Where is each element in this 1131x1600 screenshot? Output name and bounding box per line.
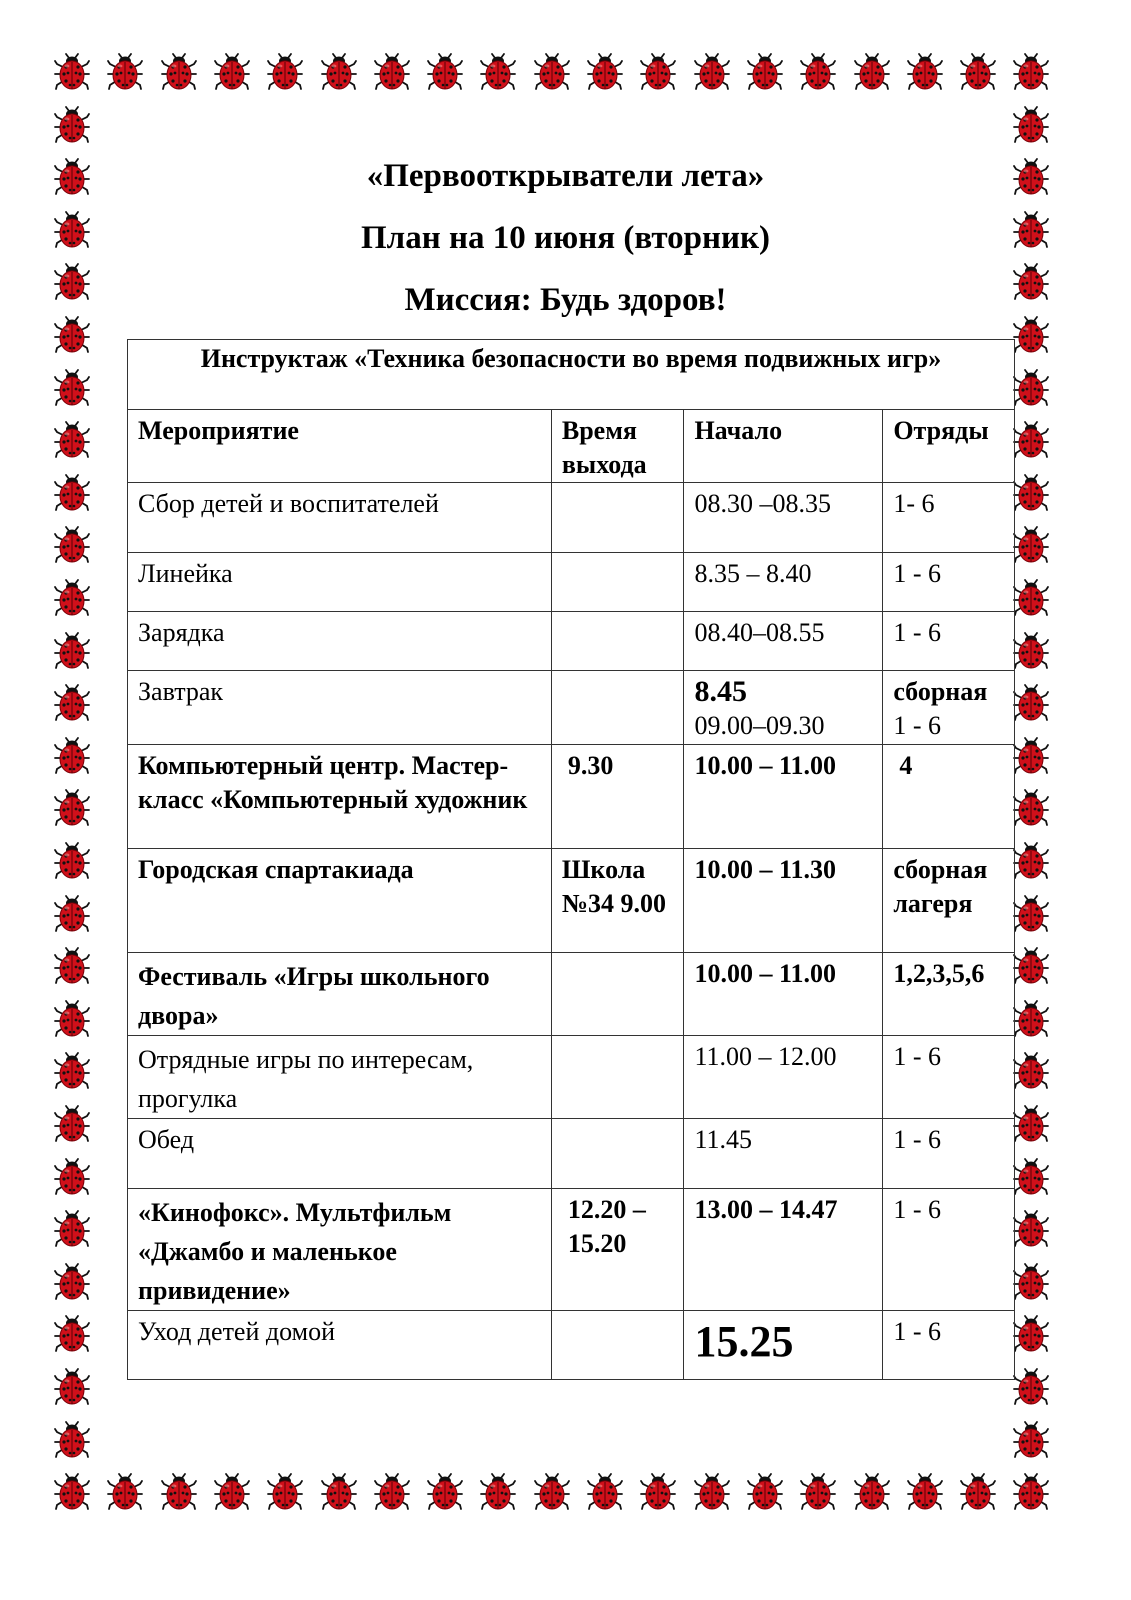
ladybug-icon: [52, 1104, 92, 1144]
schedule-table: [127, 339, 1015, 1380]
event-cell: Уход детей домой: [128, 1311, 552, 1380]
table-row: [128, 745, 1015, 849]
ladybug-icon: [1011, 1262, 1051, 1302]
ladybug-icon: [52, 473, 92, 513]
event-cell: Отрядные игры по интересам, прогулка: [128, 1036, 552, 1119]
ladybug-icon: [638, 1472, 678, 1512]
start-cell: 10.00 – 11.00: [684, 745, 883, 849]
event-cell: Сбор детей и воспитателей: [128, 483, 552, 553]
ladybug-icon: [1011, 1209, 1051, 1249]
ladybug-icon: [1011, 1157, 1051, 1197]
ladybug-icon: [1011, 473, 1051, 513]
ladybug-icon: [265, 1472, 305, 1512]
ladybug-icon: [692, 1472, 732, 1512]
ladybug-icon: [1011, 631, 1051, 671]
start-cell: 10.00 – 11.30: [684, 849, 883, 953]
ladybug-icon: [1011, 368, 1051, 408]
ladybug-icon: [52, 788, 92, 828]
ladybug-icon: [1011, 1051, 1051, 1091]
ladybug-icon: [745, 1472, 785, 1512]
ladybug-icon: [52, 368, 92, 408]
ladybug-icon: [1011, 788, 1051, 828]
ladybug-icon: [958, 52, 998, 92]
ladybug-icon: [212, 1472, 252, 1512]
ladybug-icon: [745, 52, 785, 92]
ladybug-icon: [105, 1472, 145, 1512]
exit-cell: Школа №34 9.00: [551, 849, 684, 953]
ladybug-icon: [212, 52, 252, 92]
ladybug-icon: [52, 105, 92, 145]
ladybug-icon: [319, 52, 359, 92]
table-row: [128, 612, 1015, 671]
ladybug-icon: [52, 1262, 92, 1302]
ladybug-icon: [1011, 105, 1051, 145]
table-caption: Инструктаж «Техника безопасности во время подвижных игр»: [128, 340, 1015, 410]
table-row: [128, 1311, 1015, 1380]
ladybug-icon: [852, 1472, 892, 1512]
ladybug-icon: [52, 1314, 92, 1354]
ladybug-icon: [1011, 578, 1051, 618]
ladybug-icon: [52, 52, 92, 92]
ladybug-icon: [1011, 1314, 1051, 1354]
exit-cell: [551, 553, 684, 612]
exit-cell: [551, 483, 684, 553]
ladybug-icon: [265, 52, 305, 92]
ladybug-icon: [1011, 894, 1051, 934]
ladybug-icon: [52, 315, 92, 355]
event-cell: Обед: [128, 1119, 552, 1189]
exit-cell: [551, 953, 684, 1036]
units-cell: 1 - 6: [883, 553, 1015, 612]
column-header-units: Отряды: [883, 410, 1015, 483]
ladybug-icon: [532, 52, 572, 92]
start-cell: 13.00 – 14.47: [684, 1189, 883, 1311]
table-row: [128, 953, 1015, 1036]
ladybug-icon: [425, 52, 465, 92]
start-cell: [684, 1311, 883, 1380]
ladybug-icon: [1011, 525, 1051, 565]
ladybug-icon: [52, 1367, 92, 1407]
ladybug-icon: [1011, 52, 1051, 92]
ladybug-icon: [1011, 1472, 1051, 1512]
ladybug-icon: [52, 946, 92, 986]
units-cell: 1 - 6: [883, 1189, 1015, 1311]
event-cell: «Кинофокс». Мультфильм «Джамбо и маленькое привидение»: [128, 1189, 552, 1311]
event-cell: Фестиваль «Игры школьного двора»: [128, 953, 552, 1036]
ladybug-icon: [638, 52, 678, 92]
exit-cell: [551, 1311, 684, 1380]
ladybug-icon: [159, 52, 199, 92]
table-row: [128, 849, 1015, 953]
exit-cell: 9.30: [551, 745, 684, 849]
ladybug-icon: [372, 1472, 412, 1512]
ladybug-icon: [52, 1209, 92, 1249]
start-sub: 09.00–09.30: [694, 711, 825, 740]
ladybug-icon: [425, 1472, 465, 1512]
start-cell: 11.00 – 12.00: [684, 1036, 883, 1119]
ladybug-icon: [798, 1472, 838, 1512]
exit-cell: 12.20 – 15.20: [551, 1189, 684, 1311]
column-header-event: Мероприятие: [128, 410, 552, 483]
ladybug-icon: [1011, 683, 1051, 723]
ladybug-icon: [1011, 946, 1051, 986]
ladybug-icon: [585, 1472, 625, 1512]
event-cell: Завтрак: [128, 671, 552, 745]
ladybug-icon: [52, 736, 92, 776]
units-cell: сборная лагеря: [883, 849, 1015, 953]
units-main: сборная: [893, 677, 988, 706]
start-cell: [684, 671, 883, 745]
column-header-start: Начало: [684, 410, 883, 483]
table-row: [128, 1119, 1015, 1189]
ladybug-icon: [52, 841, 92, 881]
ladybug-icon: [52, 999, 92, 1039]
exit-cell: [551, 1119, 684, 1189]
program-title: «Первооткрыватели лета»: [366, 158, 765, 194]
ladybug-icon: [692, 52, 732, 92]
units-sub: 1 - 6: [893, 711, 941, 740]
ladybug-icon: [1011, 999, 1051, 1039]
ladybug-icon: [1011, 1104, 1051, 1144]
table-row: [128, 553, 1015, 612]
header-row: [128, 410, 1015, 483]
ladybug-icon: [1011, 736, 1051, 776]
ladybug-icon: [52, 420, 92, 460]
exit-cell: [551, 671, 684, 745]
ladybug-icon: [905, 52, 945, 92]
ladybug-icon: [478, 52, 518, 92]
column-header-exit-time: Время выхода: [551, 410, 684, 483]
table-row: [128, 671, 1015, 745]
start-cell: 08.40–08.55: [684, 612, 883, 671]
units-cell: 1- 6: [883, 483, 1015, 553]
ladybug-icon: [52, 1472, 92, 1512]
start-main: 8.45: [694, 675, 747, 708]
ladybug-icon: [532, 1472, 572, 1512]
ladybug-icon: [905, 1472, 945, 1512]
units-cell: 1 - 6: [883, 612, 1015, 671]
units-cell: [883, 671, 1015, 745]
start-cell: 08.30 –08.35: [684, 483, 883, 553]
ladybug-icon: [52, 683, 92, 723]
ladybug-icon: [105, 52, 145, 92]
ladybug-icon: [1011, 420, 1051, 460]
event-cell: Линейка: [128, 553, 552, 612]
ladybug-icon: [159, 1472, 199, 1512]
departure-time: 15.25: [694, 1317, 794, 1366]
ladybug-icon: [52, 1157, 92, 1197]
ladybug-icon: [798, 52, 838, 92]
start-cell: 11.45: [684, 1119, 883, 1189]
start-cell: 10.00 – 11.00: [684, 953, 883, 1036]
table-row: [128, 1189, 1015, 1311]
ladybug-icon: [958, 1472, 998, 1512]
event-cell: Зарядка: [128, 612, 552, 671]
ladybug-icon: [585, 52, 625, 92]
ladybug-icon: [52, 1051, 92, 1091]
ladybug-icon: [52, 894, 92, 934]
table-row: [128, 483, 1015, 553]
units-cell: 1 - 6: [883, 1036, 1015, 1119]
ladybug-icon: [1011, 1367, 1051, 1407]
units-cell: 4: [883, 745, 1015, 849]
event-cell: Компьютерный центр. Мастер-класс «Компьютерный художник: [128, 745, 552, 849]
ladybug-icon: [52, 578, 92, 618]
event-cell: Городская спартакиада: [128, 849, 552, 953]
units-cell: 1,2,3,5,6: [883, 953, 1015, 1036]
ladybug-icon: [372, 52, 412, 92]
ladybug-icon: [478, 1472, 518, 1512]
ladybug-icon: [852, 52, 892, 92]
ladybug-icon: [1011, 315, 1051, 355]
start-cell: 8.35 – 8.40: [684, 553, 883, 612]
table-row: [128, 1036, 1015, 1119]
ladybug-icon: [52, 631, 92, 671]
plan-title: План на 10 июня (вторник): [361, 220, 770, 256]
caption-row: [128, 340, 1015, 410]
units-cell: 1 - 6: [883, 1311, 1015, 1380]
ladybug-icon: [52, 1420, 92, 1460]
ladybug-icon: [1011, 1420, 1051, 1460]
ladybug-icon: [319, 1472, 359, 1512]
exit-cell: [551, 1036, 684, 1119]
exit-cell: [551, 612, 684, 671]
mission-title: Миссия: Будь здоров!: [404, 282, 727, 318]
ladybug-icon: [52, 525, 92, 565]
ladybug-icon: [1011, 841, 1051, 881]
units-cell: 1 - 6: [883, 1119, 1015, 1189]
